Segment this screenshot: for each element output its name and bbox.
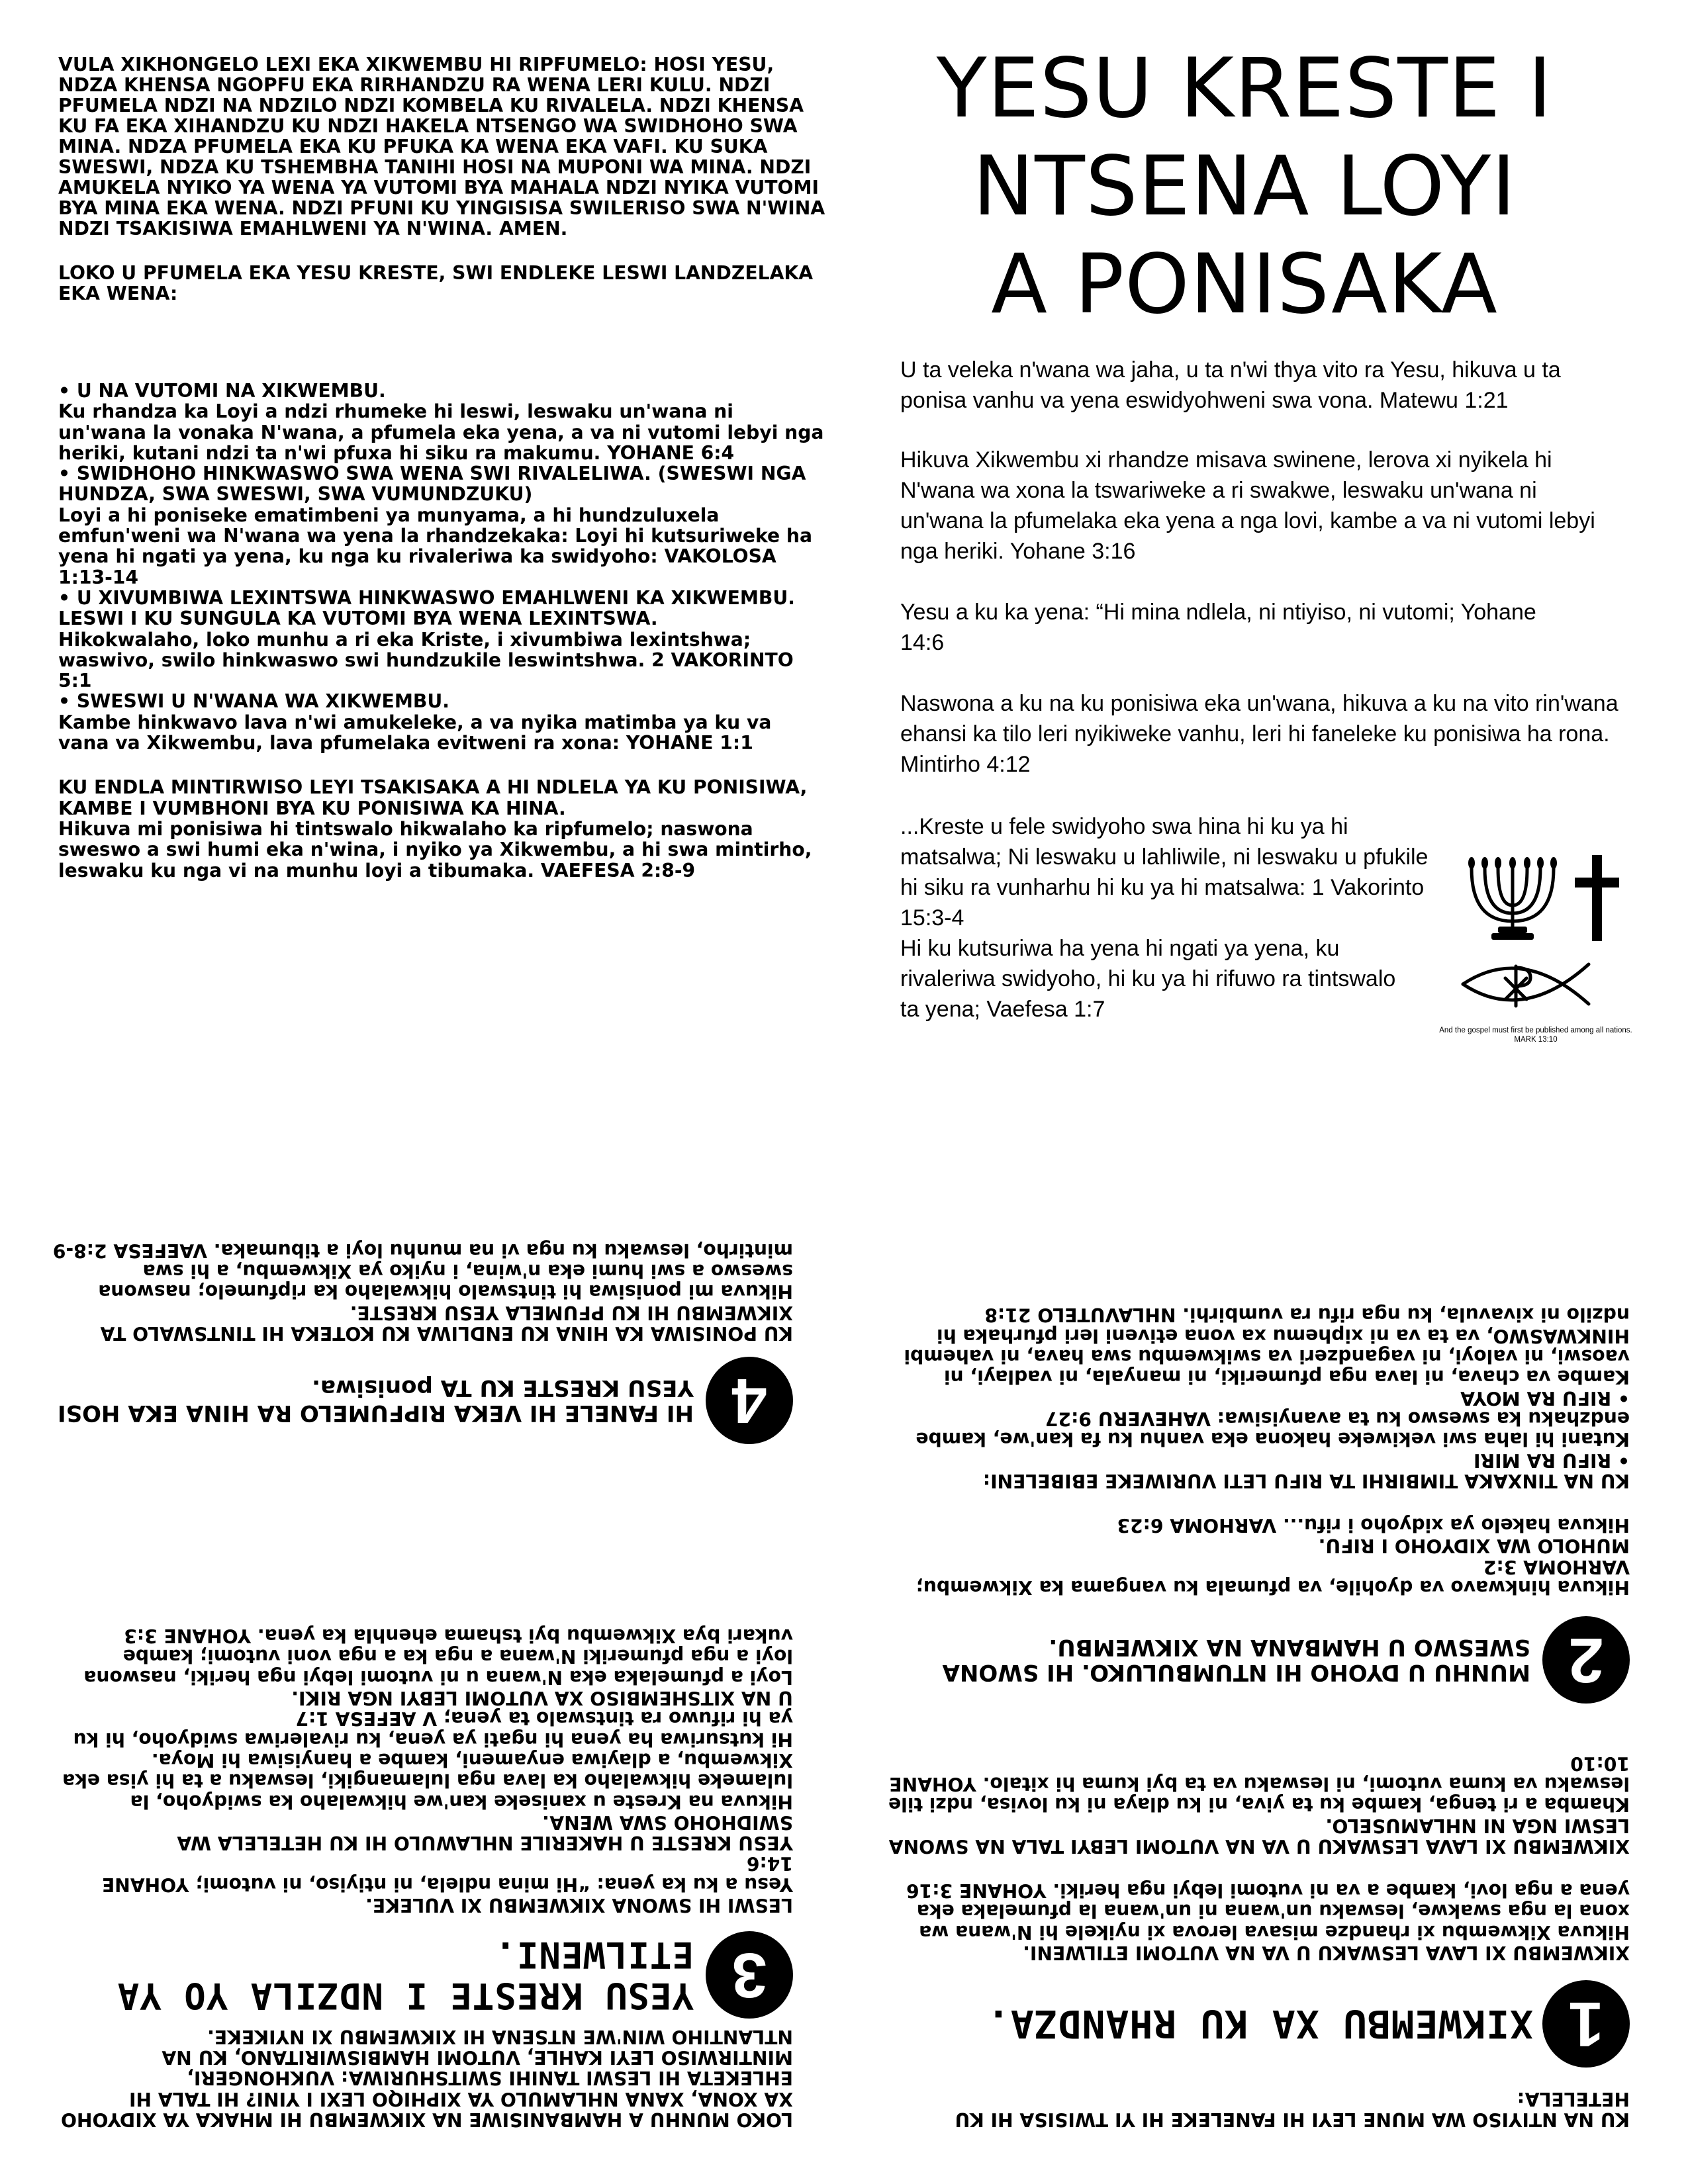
q4-number-badge: 4 xyxy=(706,1357,793,1444)
q3-verse: Yesu a ku ka yena: “Hi mina ndlela, ni ntiyiso, ni vutomi; YOHANE 14:6 xyxy=(101,1852,793,1895)
q3-number-badge: 3 xyxy=(706,1931,793,2019)
q1-header xyxy=(888,1980,1630,2068)
point-heading: • U XIVUMBIWA LEXINTSWA HINKWASWO EMAHLWENI KA XIKWEMBU. LESWI I KU SUNGULA KA VUTOMI BYA WENA LEXINTSWA. xyxy=(58,586,795,630)
q2-rifu-body: Kambe va chava, ni lava nga pfumeriki, ni manyala, ni vadlayi, ni vaoswi, ni valoyi, ni vagandzeri va swikwembu swa hava, ni vahembi HINKWASWO, va ta va ni xiphemu xa vona etiveni leri pfurhaka hi ndzilo ni xivavula, ku nga rifu ra vumbirhi. NHLAVUTELO 21:8 xyxy=(904,1304,1630,1388)
q2-number-badge: 2 xyxy=(1542,1616,1630,1704)
point-body: Hikokwalaho, loko munhu a ri eka Kriste, i xivumbiwa lexintshwa; waswivo, swilo hinkwaswo swi hundzukile leswintshwa. 2 VAKORINTO 5:1 xyxy=(58,628,794,692)
q2-mid: MUHOLO WA XIDYOHO I RIFU. xyxy=(1318,1535,1630,1557)
point-body: Kambe hinkwavo lava n'wi amukeleke, a va nyika matimba ya ku va vana va Xikwembu, lava pfumelaka evitweni ra xona: YOHANE 1:1 xyxy=(58,711,772,754)
salvation-prayer: VULA XIKHONGELO LEXI EKA XIKWEMBU HI RIPFUMELO: HOSI YESU, NDZA KHENSA NGOPFU EKA RIRHANDZU RA WENA LERI KULU. NDZI PFUMELA NDZI NA NDZILO NDZI KOMBELA KU RIVALELA. NDZI KHENSA KU FA EKA XIHANDZU KU NDZI HAKELA NTSENGO WA SWIDHOHO SWA MINA. NDZA PFUMELA EKA KU PFUKA KA WENA EKA VAFI. KU SUKA SWESWI, NDZA KU TSHEMBHA TANIHI HOSI NA MUPONI WA MINA. NDZI AMUKELA NYIKO YA WENA YA VUTOMI BYA MAHALA NDZI NYIKA VUTOMI BYA MINA EKA WENA. NDZI PFUNI KU YINGISISA SWILERISO SWA N'WINA NDZI TSAKISIWA EMAHLWENI YA N'WINA. AMEN. xyxy=(58,54,825,240)
cover-title-line: NTSENA LOYI xyxy=(972,139,1517,234)
q2-rifu-body: Kutani hi laha swi vekiweke hakona eka vanhu ku fa kan'we, kambe endzhaku ka sweswo ku ta avanyisiwa: VAHEVERU 9:27 xyxy=(915,1407,1630,1451)
q3-lead: LOKO MUNHU A HAMBANISIWE NA XIKWEMBU HI MHAKA YA XIDYOHO XA XONA, XANA NHLAMULO YA XIPHIQO LEXI I YINI? HI TALA HI EHLEKETA HI LESWI TANIHI SWITSHURIWA: VUKHONGERI, MINTIRWISO LEYI KAHLE, VUTOMI HAMBISWIRITANO, KU NA NTLANTIHO WIN'WE NTSENA HI XIKWEMBU XI NYIKEKE. xyxy=(60,2025,793,2130)
q1-mid: XIKWEMBU XI LAVA LESWAKU U VA NA VUTOMI LEBYI TALA NA SWONA LESWI NGA NI NHLAMUSELO. xyxy=(888,1814,1630,1857)
q3-header xyxy=(52,1931,793,2019)
cover-title-line: YESU KRESTE I xyxy=(936,41,1553,136)
q3-verse: Hikuva na Kreste u xaniseke kan'we hikwalaho ka swidyoho, la lulameke hikwalaho ka lava nga lulamangiki, leswaku a ta hi yisa eka Xikwembu, a dlayiwa enyameni, kambe a hanyisiwa hi Moya. xyxy=(62,1749,793,1813)
q3-heading: U NA XITSHEMBISO XA VUTOMI LEBYI NGA RIKI. xyxy=(291,1687,793,1709)
point-heading: • SWIDHOHO HINKWASWO SWA WENA SWI RIVALELIWA. (SWESWI NGA HUNDZA, SWA SWESWI, SWA VUMUNDZUKU) xyxy=(58,463,806,506)
mark-caption: And the gospel must first be published among all nations. MARK 13:10 xyxy=(1439,1026,1632,1044)
q3-title: YESU KRESTE I NDZILA YO YA ETILWENI. xyxy=(117,1934,694,2017)
q3-verse: Loyi a pfumelaka eka N'wana u ni vutomi lebyi nga heriki, naswona loyi a nga pfumeriki N'wana a nga ka a nga voni vutomi; kambe vukari bya Xikwembu byi tshama ehenhla ka yena. YOHANE 3:3 xyxy=(83,1625,793,1688)
q2-verse: Hikuva hinkwavo va dyohile, va pfumala ku vangama ka Xikwembu; VARHOMA 3:2 xyxy=(915,1555,1630,1598)
ichthys-fish-icon xyxy=(1456,948,1615,1021)
q1-intro: XIKWEMBU XI LAVA LESWAKU U VA NA VUTOMI ETILWENI. xyxy=(1023,1942,1630,1964)
cover-verse: Hi ku kutsuriwa ha yena hi ngati ya yena, ku rivaleriwa swidyoho, hi ku ya hi rifuwo ra tintswalo ta yena; Vaefesa 1:7 xyxy=(900,936,1396,1022)
q3-heading: YESU KRESTE U HAKERILE NHLAWULO HI KU HETELELA WA SWIDHOHO SWA WENA. xyxy=(177,1811,793,1854)
q4-verse: Hikuva mi ponisiwa hi tintswalo hikwalaho ka ripfumelo; naswona sweswo a swi humi eka n'wina, i nyiko ya Xikwembu, a hi swa mintirho, leswaku ku nga vi na munhu loyi a tibumaka. VAEFESA 2:8-9 xyxy=(52,1239,793,1303)
q2-body xyxy=(888,1304,1630,1598)
q1-verse: Hikuva Xikwembu xi rhandze misava lerova xi nyikele hi N'wana wa xona la nga swakwe, leswaku un'wana ni un'wana la pfumelaka eka yena a nga lovi, kambe a va ni vutomi lebyi nga heriki. YOHANE 3:16 xyxy=(906,1880,1630,1943)
cover-title xyxy=(887,40,1602,334)
q2-title: MUNHU U DYOHO HI NTUMBULUKO. HI SWONA SWESWO U HAMBANA NA XIKWEMBU. xyxy=(942,1634,1530,1686)
menorah-icon xyxy=(1460,854,1566,943)
cover-verse: ...Kreste u fele swidyoho swa hina hi ku ya hi matsalwa; Ni leswaku u lahliwile, ni leswaku u pfukile hi siku ra vunharhu hi ku ya hi matsalwa: 1 Vakorinto 15:3-4 xyxy=(900,814,1429,931)
cover-verse: Naswona a ku na ku ponisiwa eka un'wana, hikuva a ku na vito rin'wana ehansi ka tilo leri nyikiweke vanhu, leri hi faneleke ku ponisiwa ha rona. Mintirho 4:12 xyxy=(900,691,1618,777)
q4-heading: KU PONISIWA KA HINA KU ENDLIWA KU KOTEKA HI TINTSWALO TA XIKWEMBU HI KU PFUMELA YESU KRESTE. xyxy=(100,1301,793,1344)
prayer-column xyxy=(58,54,826,304)
follow-intro: LOKO U PFUMELA EKA YESU KRESTE, SWI ENDLEKE LESWI LANDZELAKA EKA WENA: xyxy=(58,262,814,304)
cover-verse: U ta veleka n'wana wa jaha, u ta n'wi thya vito ra Yesu, hikuva u ta ponisa vanhu va yena eswidyohweni swa vona. Matewu 1:21 xyxy=(900,357,1561,413)
q1-title: XIKWEMBU XA KU RHANDZA. xyxy=(986,2001,1533,2046)
q2-rifu-heading: • RIFU RA MOYA xyxy=(1460,1387,1630,1409)
q4-header xyxy=(52,1357,793,1444)
q1-verse: Khamba a ri tenga, kambe ku ta yiva, ni ku dlaya ni ku lovisa, ndzi tile leswaku va kuma vutomi, ni leswaku va ta byi kuma hi xitalo. YOHANE 10:10 xyxy=(888,1752,1630,1816)
point-body: Ku rhandza ka Loyi a ndzi rhumeke hi leswi, leswaku un'wana ni un'wana la vonaka N'wana, a pfumela eka yena, a va ni vutomi lebyi nga heriki, kutani ndzi ta n'wi pfuxa hi siku ra makumu. YOHANE 6:4 xyxy=(58,400,824,464)
q3-verse: Hi kutsuriwa ha yena hi ngati ya yena, ku rivaleriwa swidyoho, hi ku ya hi rifuwo ra tintswalo ta yena; V AEFESA 1:7 xyxy=(73,1707,793,1751)
cover-verse: Hikuva Xikwembu xi rhandze misava swinene, lerova xi nyikela hi N'wana wa xona la tswariweke a ri swakwe, leswaku un'wana ni un'wana la pfumelaka eka yena a nga lovi, kambe a va ni vutomi lebyi nga heriki. Yohane 3:16 xyxy=(900,447,1595,564)
q3-sub: LESWI HI SWONA XIKWEMBU XI VULEKE. xyxy=(365,1894,793,1916)
q3-body xyxy=(52,1625,793,1915)
q4-title: HI FANELE HI VEKA RIPFUMELO RA HINA EKA HOSI YESU KRESTE KU TA ponisiwa. xyxy=(57,1375,694,1426)
follow-points xyxy=(58,381,826,881)
cross-icon xyxy=(1572,855,1622,941)
grace-body: Hikuva mi ponisiwa hi tintswalo hikwalaho ka ripfumelo; naswona sweswo a swi humi eka n'wina, i nyiko ya Xikwembu, a hi swa mintirho, leswaku ku nga vi na munhu loyi a tibumaka. VAEFESA 2:8-9 xyxy=(58,817,812,882)
q2-verse: Hikuva hakelo ya xidyoho i rifu... VARHOMA 6:23 xyxy=(1117,1514,1630,1537)
q3-lead-block xyxy=(52,2026,793,2130)
q1-body xyxy=(888,1752,1630,1963)
rotated-panel xyxy=(0,1092,1688,2184)
q2-rifu-heading: • RIFU RA MIRI xyxy=(1473,1449,1630,1471)
point-heading: • U NA VUTOMI NA XIKWEMBU. xyxy=(58,380,386,402)
q1-number-badge: 1 xyxy=(1542,1980,1630,2068)
point-heading: • SWESWI U N'WANA WA XIKWEMBU. xyxy=(58,690,449,713)
grace-heading: KU ENDLA MINTIRWISO LEYI TSAKISAKA A HI NDLELA YA KU PONISIWA, KAMBE I VUMBHONI BYA KU PONISIWA KA HINA. xyxy=(58,776,808,819)
q2-types-intro: KU NA TINXAKA TIMBIRHI TA RIFU LETI VURIWEKE EBIBELENI: xyxy=(982,1469,1630,1492)
cover-verse: Yesu a ku ka yena: “Hi mina ndlela, ni ntiyiso, ni vutomi; Yohane 14:6 xyxy=(900,600,1536,655)
q4-body xyxy=(52,1240,793,1343)
q-intro: KU NA NTIYISO WA MUNE LEYI HI FANELEKE HI YI TWISISA HI KU HETELELA: xyxy=(955,2088,1630,2130)
cover-title-line: A PONISAKA xyxy=(991,237,1498,332)
q2-header xyxy=(888,1616,1630,1704)
point-body: Loyi a hi poniseke ematimbeni ya munyama, a hi hundzuluxela emfun'weni wa N'wana wa yena la rhandzekaka: Loyi hi kutsuriweke ha yena hi ngati ya yena, ku nga ku rivaleriwa ka swidyoho: VAKOLOSA 1:13-14 xyxy=(58,504,812,588)
